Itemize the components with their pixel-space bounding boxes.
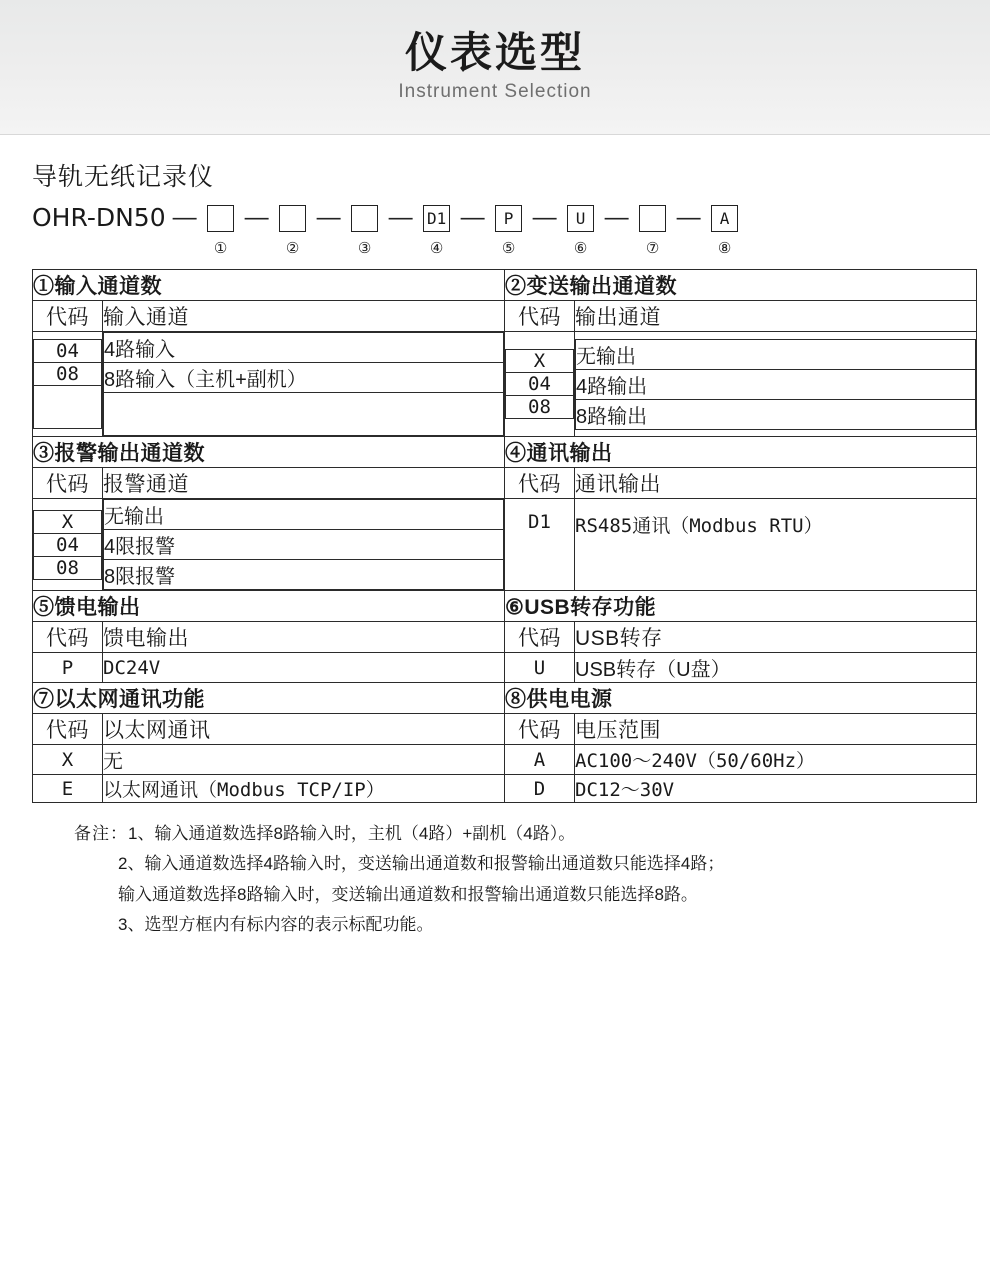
table-row [33,745,977,775]
model-separator: — [388,204,413,231]
section-1-row-2-code: 08 [34,363,102,386]
model-separator: — [532,204,557,231]
section-7-code-header: 代码 [33,714,103,745]
model-slot-2-value [279,205,306,232]
model-slot-8-index: ⑧ [717,240,732,257]
note-line-1 [74,819,968,849]
model-slot-7-value [639,205,666,232]
section-8-row-1-code: A [505,745,575,775]
section-2-code-header: 代码 [505,301,575,332]
note-1-text: 1、输入通道数选择8路输入时，主机（4路）+副机（4路）。 [128,824,576,843]
section-1-desc-spacer [104,393,504,436]
section-1-codes [33,332,103,437]
section-1-title: ①输入通道数 [33,270,505,301]
model-separator: — [676,204,701,231]
table-row [33,714,977,745]
section-3-title: ③报警输出通道数 [33,437,505,468]
notes-label: 备注： [74,824,128,843]
section-4-desc-header: 通讯输出 [575,468,977,499]
section-7-desc-header: 以太网通讯 [103,714,505,745]
section-2-desc-header: 输出通道 [575,301,977,332]
notes-block [74,819,968,940]
specification-table [32,269,977,803]
product-name: 导轨无纸记录仪 [32,163,215,191]
section-5-row-1-desc: DC24V [103,653,505,683]
section-3-desc-header: 报警通道 [103,468,505,499]
section-3-row-2-code: 04 [34,533,102,556]
note-line-3: 输入通道数选择8路输入时，变送输出通道数和报警输出通道数只能选择8路。 [118,884,698,904]
table-row [33,270,977,301]
table-row [33,437,977,468]
section-3-code-header: 代码 [33,468,103,499]
page-banner [0,0,990,135]
table-row [33,332,977,437]
section-2-row-2-desc: 4路输出 [576,369,976,399]
model-separator: — [244,204,269,231]
section-7-row-1-code: X [33,745,103,775]
section-2-row-3-desc: 8路输出 [576,399,976,429]
section-6-code-header: 代码 [505,622,575,653]
page-subtitle: Instrument Selection [398,81,592,103]
model-separator: — [460,204,485,231]
section-1-desc-header: 输入通道 [103,301,505,332]
section-1-code-header: 代码 [33,301,103,332]
section-1-descs [103,332,505,437]
model-slot-1[interactable] [204,201,238,257]
section-3-row-1-desc: 无输出 [104,500,504,530]
section-4-row-1-code: D1 [505,499,575,591]
model-slot-1-index: ① [213,240,228,257]
model-slot-6-index: ⑥ [573,240,588,257]
model-slot-5-value: P [495,205,522,232]
section-2-row-2-code: 04 [506,373,574,396]
table-row [33,775,977,803]
model-slot-4-value: D1 [423,205,450,232]
table-row [33,499,977,591]
section-6-row-1-code: U [505,653,575,683]
section-6-desc-header: USB转存 [575,622,977,653]
section-7-row-2-code: E [33,775,103,803]
note-line-4: 3、选型方框内有标内容的表示标配功能。 [118,914,434,934]
table-row [33,683,977,714]
table-row [33,622,977,653]
model-slot-7[interactable] [636,201,670,257]
table-row [33,468,977,499]
model-slot-6-value: U [567,205,594,232]
note-line-2: 2、输入通道数选择4路输入时，变送输出通道数和报警输出通道数只能选择4路； [118,854,725,874]
content-area [0,157,990,940]
section-2-row-1-code: X [506,350,574,373]
section-4-row-1-desc: RS485通讯（Modbus RTU） [575,499,977,591]
model-code-row [32,201,968,263]
section-8-desc-header: 电压范围 [575,714,977,745]
model-slot-2-index: ② [285,240,300,257]
section-6-title: ⑥USB转存功能 [505,591,977,622]
table-row [33,653,977,683]
model-slot-7-index: ⑦ [645,240,660,257]
model-separator: — [604,204,629,231]
model-slot-5-index: ⑤ [501,240,516,257]
section-1-row-1-desc: 4路输入 [104,333,504,363]
section-8-code-header: 代码 [505,714,575,745]
section-1-code-spacer [34,386,102,429]
section-2-row-1-desc: 无输出 [576,339,976,369]
page-title: 仪表选型 [404,28,585,76]
model-prefix: OHR-DN50 [32,203,166,232]
model-slot-6[interactable] [564,201,598,257]
section-2-row-3-code: 08 [506,396,574,419]
section-3-descs [103,499,505,591]
section-3-codes [33,499,103,591]
section-3-row-1-code: X [34,510,102,533]
section-1-row-2-desc: 8路输入（主机+副机） [104,363,504,393]
section-8-title: ⑧供电电源 [505,683,977,714]
model-slot-2[interactable] [276,201,310,257]
section-7-title: ⑦以太网通讯功能 [33,683,505,714]
table-row [33,591,977,622]
section-1-row-1-code: 04 [34,340,102,363]
section-2-codes [505,332,575,437]
model-slot-5[interactable] [492,201,526,257]
section-2-title: ②变送输出通道数 [505,270,977,301]
section-8-row-2-desc: DC12～30V [575,775,977,803]
model-separator: — [316,204,341,231]
model-slot-8[interactable] [708,201,742,257]
section-7-row-2-desc: 以太网通讯（Modbus TCP/IP） [103,775,505,803]
section-7-row-1-desc: 无 [103,745,505,775]
section-2-descs [575,332,977,437]
model-slot-3-index: ③ [357,240,372,257]
section-6-row-1-desc: USB转存（U盘） [575,653,977,683]
section-5-title: ⑤馈电输出 [33,591,505,622]
model-slot-1-value [207,205,234,232]
section-5-code-header: 代码 [33,622,103,653]
section-5-desc-header: 馈电输出 [103,622,505,653]
section-8-row-2-code: D [505,775,575,803]
section-4-title: ④通讯输出 [505,437,977,468]
section-5-row-1-code: P [33,653,103,683]
section-3-row-3-code: 08 [34,556,102,579]
model-slot-4-index: ④ [429,240,444,257]
table-row [33,301,977,332]
section-4-code-header: 代码 [505,468,575,499]
model-slot-3[interactable] [348,201,382,257]
model-slot-4[interactable] [420,201,454,257]
model-slot-3-value [351,205,378,232]
model-slot-8-value: A [711,205,738,232]
section-3-row-2-desc: 4限报警 [104,530,504,560]
section-8-row-1-desc: AC100～240V（50/60Hz） [575,745,977,775]
section-3-row-3-desc: 8限报警 [104,560,504,590]
model-separator: — [172,204,197,231]
